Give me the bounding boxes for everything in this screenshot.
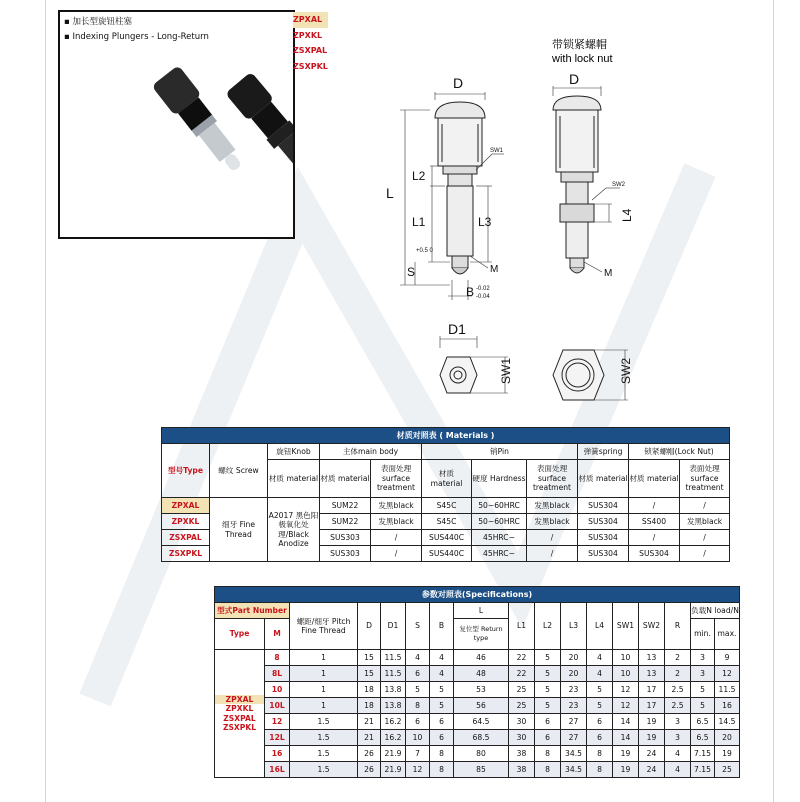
spec-cell: 22 xyxy=(509,650,535,666)
spec-cell: 13.8 xyxy=(381,698,406,714)
spec-cell: 2.5 xyxy=(665,698,691,714)
spec-cell: 6 xyxy=(430,730,454,746)
materials-header-type: 型号Type xyxy=(162,444,210,498)
dim-M: M xyxy=(490,264,499,275)
knob-value: A2017 黑色阳极氧化处理/Black Anodize xyxy=(268,498,320,562)
materials-header-spring: 弹簧spring xyxy=(578,444,629,460)
spec-cell: 1.5 xyxy=(290,730,358,746)
sub-hardness: 硬度 Hardness xyxy=(472,460,527,498)
spec-row xyxy=(215,730,740,746)
spec-cell: 4 xyxy=(430,666,454,682)
model-item: ZSXPAL xyxy=(293,46,328,55)
spec-cell-m: 12 xyxy=(265,714,290,730)
spec-cell: 6 xyxy=(430,714,454,730)
spec-cell: 64.5 xyxy=(454,714,509,730)
spec-cell: 27 xyxy=(561,730,587,746)
spec-header-L3: L3 xyxy=(561,603,587,650)
spec-header-type: Type xyxy=(215,619,265,650)
sub-material: 材质 material xyxy=(629,460,680,498)
dim-D-locknut: D xyxy=(569,71,580,87)
spec-cell: 4 xyxy=(665,746,691,762)
materials-cell: SUS440C xyxy=(422,530,472,546)
materials-type-cell: ZSXPKL xyxy=(162,546,210,562)
materials-cell: SUS304 xyxy=(629,546,680,562)
spec-cell: 30 xyxy=(509,714,535,730)
spec-header-SW2: SW2 xyxy=(639,603,665,650)
technical-drawing xyxy=(380,20,640,412)
spec-cell: 10 xyxy=(406,730,430,746)
materials-table xyxy=(161,427,730,562)
sub-surface: 表面处理 surface treatment xyxy=(371,460,422,498)
spec-cell: 8 xyxy=(430,762,454,778)
frame-left-line xyxy=(45,0,46,802)
spec-cell: 11.5 xyxy=(381,666,406,682)
spec-cell: 21.9 xyxy=(381,762,406,778)
spec-cell: 13 xyxy=(639,650,665,666)
materials-cell: SUS304 xyxy=(578,498,629,514)
spec-cell: 16 xyxy=(715,698,740,714)
spec-cell: 6 xyxy=(535,714,561,730)
spec-cell: 16.2 xyxy=(381,714,406,730)
model-list xyxy=(293,12,328,74)
spec-header-partnum: 型式Part Number xyxy=(215,603,290,619)
spec-cell-m: 12L xyxy=(265,730,290,746)
spec-cell: 6 xyxy=(535,730,561,746)
spec-cell: 21 xyxy=(358,714,381,730)
materials-cell: / xyxy=(527,530,578,546)
dim-S: S xyxy=(407,265,416,279)
spec-cell: 3 xyxy=(665,730,691,746)
spec-header-return: 复位型 Return type xyxy=(454,619,509,650)
dim-L3: L3 xyxy=(478,215,492,229)
dim-B-tol-lo: -0.04 xyxy=(476,294,490,300)
materials-cell: 50~60HRC xyxy=(472,514,527,530)
spec-cell: 38 xyxy=(509,762,535,778)
spec-cell: 46 xyxy=(454,650,509,666)
spec-row xyxy=(215,666,740,682)
spec-cell: 10 xyxy=(613,666,639,682)
spec-cell: 4 xyxy=(406,650,430,666)
materials-cell: SS400 xyxy=(629,514,680,530)
dim-L4: L4 xyxy=(620,208,634,222)
model-item: ZSXPKL xyxy=(293,61,328,71)
spec-header-max: max. xyxy=(715,619,740,650)
lock-nut-label-cn: 带锁紧螺帽 xyxy=(552,39,607,51)
spec-cell: 9 xyxy=(715,650,740,666)
spec-header-S: S xyxy=(406,603,430,650)
spec-cell: 34.5 xyxy=(561,762,587,778)
spec-cell-m: 8L xyxy=(265,666,290,682)
dim-D: D xyxy=(453,75,464,91)
spec-type-item: ZPXAL xyxy=(215,695,264,705)
spec-cell: 16.2 xyxy=(381,730,406,746)
materials-cell: SUM22 xyxy=(320,498,371,514)
materials-header-locknut: 锁紧螺帽(Lock Nut) xyxy=(629,444,730,460)
model-item: ZPXAL xyxy=(293,12,328,28)
materials-cell: / xyxy=(371,546,422,562)
spec-cell: 15 xyxy=(358,650,381,666)
spec-cell: 80 xyxy=(454,746,509,762)
spec-cell: 1.5 xyxy=(290,762,358,778)
spec-cell: 30 xyxy=(509,730,535,746)
spec-cell: 25 xyxy=(509,698,535,714)
dim-L1: L1 xyxy=(412,215,426,229)
spec-row xyxy=(215,746,740,762)
spec-cell: 19 xyxy=(715,746,740,762)
materials-cell: / xyxy=(629,498,680,514)
spec-cell: 5 xyxy=(587,698,613,714)
spec-cell: 8 xyxy=(587,762,613,778)
spec-header-pitch: 螺距/细牙 Pitch Fine Thread xyxy=(290,603,358,650)
spec-row xyxy=(215,714,740,730)
spec-cell: 5 xyxy=(430,698,454,714)
spec-cell: 12 xyxy=(613,682,639,698)
spec-header-M: M xyxy=(265,619,290,650)
materials-type-cell: ZPXKL xyxy=(162,514,210,530)
specifications-caption: 参数对照表(Specifications) xyxy=(215,587,740,603)
materials-cell: 发黑black xyxy=(527,514,578,530)
materials-header-knob: 旋钮Knob xyxy=(268,444,320,460)
dim-SW1-mark: SW1 xyxy=(490,148,504,154)
spec-cell: 3 xyxy=(691,650,715,666)
sub-surface: 表面处理 surface treatment xyxy=(527,460,578,498)
specifications-body xyxy=(215,650,740,778)
sub-surface: 表面处理 surface treatment xyxy=(680,460,730,498)
spec-cell: 5 xyxy=(535,698,561,714)
spec-type-item: ZPXKL xyxy=(225,704,254,713)
spec-cell-m: 10 xyxy=(265,682,290,698)
materials-cell: / xyxy=(629,530,680,546)
spec-cell: 23 xyxy=(561,682,587,698)
spec-header-D1: D1 xyxy=(381,603,406,650)
spec-cell: 68.5 xyxy=(454,730,509,746)
spec-cell: 5 xyxy=(430,682,454,698)
spec-cell: 8 xyxy=(535,746,561,762)
materials-cell: / xyxy=(680,498,730,514)
materials-cell: S45C xyxy=(422,514,472,530)
spec-cell: 6 xyxy=(587,730,613,746)
spec-header-R: R xyxy=(665,603,691,650)
spec-cell: 11.5 xyxy=(715,682,740,698)
spec-cell: 19 xyxy=(613,746,639,762)
spec-cell: 25 xyxy=(715,762,740,778)
spec-cell: 48 xyxy=(454,666,509,682)
dim-SW1: SW1 xyxy=(499,357,513,384)
materials-cell: SUM22 xyxy=(320,514,371,530)
materials-cell: 50~60HRC xyxy=(472,498,527,514)
spec-cell: 7.15 xyxy=(691,762,715,778)
sub-material: 材质 material xyxy=(268,460,320,498)
spec-cell: 21.9 xyxy=(381,746,406,762)
spec-cell: 8 xyxy=(535,762,561,778)
spec-cell-m: 10L xyxy=(265,698,290,714)
materials-caption: 材质对照表 ( Materials ) xyxy=(162,428,730,444)
spec-cell: 5 xyxy=(587,682,613,698)
spec-cell: 13 xyxy=(639,666,665,682)
dim-B: B xyxy=(466,285,475,299)
screw-value: 细牙 Fine Thread xyxy=(210,498,268,562)
spec-cell: 56 xyxy=(454,698,509,714)
spec-cell: 34.5 xyxy=(561,746,587,762)
dim-M-locknut: M xyxy=(604,268,613,279)
spec-header-L: L xyxy=(454,603,509,619)
spec-cell: 4 xyxy=(430,650,454,666)
spec-row xyxy=(215,682,740,698)
spec-cell: 1 xyxy=(290,650,358,666)
spec-cell: 2 xyxy=(665,666,691,682)
spec-cell: 1.5 xyxy=(290,714,358,730)
spec-header-L4: L4 xyxy=(587,603,613,650)
spec-cell: 10 xyxy=(613,650,639,666)
materials-cell: 45HRC~ xyxy=(472,546,527,562)
specifications-table xyxy=(214,586,740,778)
sub-material: 材质 material xyxy=(320,460,371,498)
dim-L: L xyxy=(386,185,394,201)
materials-cell: SUS304 xyxy=(578,514,629,530)
spec-cell: 22 xyxy=(509,666,535,682)
spec-cell: 25 xyxy=(509,682,535,698)
spec-cell: 18 xyxy=(358,698,381,714)
spec-cell: 4 xyxy=(665,762,691,778)
spec-cell: 6.5 xyxy=(691,730,715,746)
spec-type-group xyxy=(215,650,265,778)
dim-B-tol-hi: -0.02 xyxy=(476,286,490,292)
spec-cell: 20 xyxy=(715,730,740,746)
materials-header-body: 主体main body xyxy=(320,444,422,460)
spec-cell: 7 xyxy=(406,746,430,762)
spec-header-L1: L1 xyxy=(509,603,535,650)
spec-cell: 14 xyxy=(613,714,639,730)
spec-cell: 24 xyxy=(639,746,665,762)
spec-cell: 17 xyxy=(639,698,665,714)
spec-cell-m: 8 xyxy=(265,650,290,666)
spec-type-item: ZSXPAL xyxy=(223,713,256,723)
materials-cell: 发黑black xyxy=(371,514,422,530)
materials-cell: 发黑black xyxy=(680,514,730,530)
spec-cell: 53 xyxy=(454,682,509,698)
spec-cell: 21 xyxy=(358,730,381,746)
frame-right-line xyxy=(773,0,774,802)
spec-cell: 8 xyxy=(406,698,430,714)
spec-cell: 1.5 xyxy=(290,746,358,762)
materials-cell: / xyxy=(371,530,422,546)
materials-cell: / xyxy=(527,546,578,562)
dim-SW2-mark: SW2 xyxy=(612,182,626,188)
spec-cell: 6 xyxy=(406,666,430,682)
spec-cell: 5 xyxy=(691,682,715,698)
spec-cell: 18 xyxy=(358,682,381,698)
materials-cell: SUS304 xyxy=(578,546,629,562)
spec-cell: 12 xyxy=(406,762,430,778)
dim-S-tolerance: +0.5 0 xyxy=(416,248,433,254)
spec-header-L2: L2 xyxy=(535,603,561,650)
materials-cell: SUS303 xyxy=(320,546,371,562)
product-photo-box xyxy=(58,10,295,239)
spec-cell: 4 xyxy=(587,650,613,666)
spec-row xyxy=(215,698,740,714)
spec-cell: 19 xyxy=(639,714,665,730)
spec-cell: 19 xyxy=(639,730,665,746)
spec-row xyxy=(215,650,740,666)
spec-header-load: 负载N load/N xyxy=(691,603,740,619)
spec-cell: 2.5 xyxy=(665,682,691,698)
spec-cell: 3 xyxy=(691,666,715,682)
spec-cell: 23 xyxy=(561,698,587,714)
spec-header-B: B xyxy=(430,603,454,650)
spec-cell: 12 xyxy=(613,698,639,714)
materials-cell: 发黑black xyxy=(527,498,578,514)
spec-cell: 5 xyxy=(535,666,561,682)
spec-cell: 6 xyxy=(406,714,430,730)
product-photo xyxy=(60,12,293,237)
materials-cell: SUS303 xyxy=(320,530,371,546)
spec-cell: 5 xyxy=(406,682,430,698)
spec-cell-m: 16L xyxy=(265,762,290,778)
materials-header-pin: 销Pin xyxy=(422,444,578,460)
spec-cell: 12 xyxy=(715,666,740,682)
sub-material: 材质 material xyxy=(422,460,472,498)
spec-cell: 2 xyxy=(665,650,691,666)
materials-cell: SUS304 xyxy=(578,530,629,546)
spec-cell: 20 xyxy=(561,650,587,666)
spec-cell: 85 xyxy=(454,762,509,778)
spec-cell: 5 xyxy=(691,698,715,714)
spec-header-D: D xyxy=(358,603,381,650)
materials-type-cell: ZSXPAL xyxy=(162,530,210,546)
dim-D1: D1 xyxy=(448,321,466,337)
spec-cell: 6 xyxy=(587,714,613,730)
model-item: ZPXKL xyxy=(293,30,323,40)
spec-cell: 38 xyxy=(509,746,535,762)
spec-cell: 20 xyxy=(561,666,587,682)
spec-cell: 6.5 xyxy=(691,714,715,730)
spec-cell: 27 xyxy=(561,714,587,730)
spec-cell: 13.8 xyxy=(381,682,406,698)
spec-cell: 26 xyxy=(358,746,381,762)
materials-cell: S45C xyxy=(422,498,472,514)
materials-cell: / xyxy=(680,530,730,546)
spec-cell: 1 xyxy=(290,666,358,682)
spec-cell: 14 xyxy=(613,730,639,746)
spec-cell: 24 xyxy=(639,762,665,778)
spec-cell: 1 xyxy=(290,682,358,698)
spec-cell: 8 xyxy=(430,746,454,762)
spec-cell: 5 xyxy=(535,682,561,698)
lock-nut-label-en: with lock nut xyxy=(552,53,613,65)
materials-header-screw: 螺纹 Screw xyxy=(210,444,268,498)
sub-material: 材质 material xyxy=(578,460,629,498)
spec-cell: 4 xyxy=(587,666,613,682)
dim-SW2: SW2 xyxy=(619,357,633,384)
spec-cell: 14.5 xyxy=(715,714,740,730)
legend-line-cn: ▪ 加长型旋钮柱塞 xyxy=(64,15,209,30)
spec-row xyxy=(215,762,740,778)
materials-cell: SUS440C xyxy=(422,546,472,562)
spec-cell: 3 xyxy=(665,714,691,730)
legend-line-en: ▪ Indexing Plungers - Long-Return xyxy=(64,30,209,45)
spec-cell: 5 xyxy=(535,650,561,666)
materials-cell: 发黑black xyxy=(371,498,422,514)
spec-header-SW1: SW1 xyxy=(613,603,639,650)
materials-type-cell: ZPXAL xyxy=(162,498,210,514)
spec-cell: 7.15 xyxy=(691,746,715,762)
spec-cell: 11.5 xyxy=(381,650,406,666)
spec-cell: 15 xyxy=(358,666,381,682)
spec-cell: 17 xyxy=(639,682,665,698)
spec-type-item: ZSXPKL xyxy=(222,723,257,732)
spec-cell: 1 xyxy=(290,698,358,714)
materials-cell: 45HRC~ xyxy=(472,530,527,546)
spec-header-min: min. xyxy=(691,619,715,650)
dim-L2: L2 xyxy=(412,169,426,183)
spec-cell: 8 xyxy=(587,746,613,762)
spec-cell-m: 16 xyxy=(265,746,290,762)
materials-cell: / xyxy=(680,546,730,562)
spec-cell: 19 xyxy=(613,762,639,778)
spec-cell: 26 xyxy=(358,762,381,778)
